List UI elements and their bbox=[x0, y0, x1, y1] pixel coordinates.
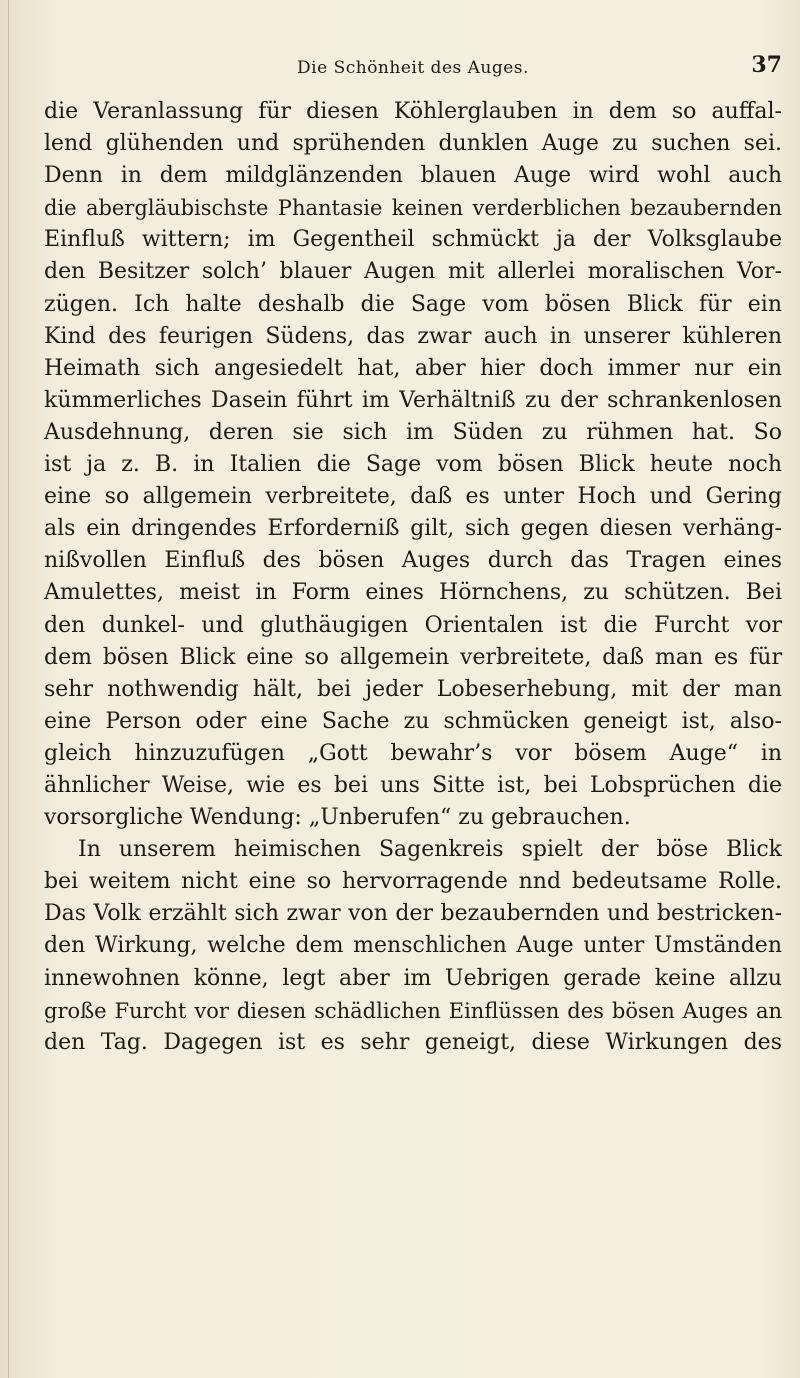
page-header bbox=[44, 52, 782, 86]
text-line: Ausdehnung, deren sie sich im Süden zu rühmen hat. So bbox=[44, 419, 782, 445]
text-line: Heimath sich angesiedelt hat, aber hier doch immer nur ein bbox=[44, 355, 782, 381]
text-line: den Tag. Dagegen ist es sehr geneigt, diese Wirkungen des bbox=[44, 1029, 782, 1055]
body-text bbox=[44, 96, 782, 1059]
text-line: ähnlicher Weise, wie es bei uns Sitte ist, bei Lobsprüchen die bbox=[44, 772, 782, 798]
text-line: die abergläubischste Phantasie keinen verderblichen bezaubernden bbox=[44, 196, 782, 221]
text-line: In unserem heimischen Sagenkreis spielt der böse Blick bbox=[78, 837, 782, 863]
text-line: eine so allgemein verbreitete, daß es unter Hoch und Gering bbox=[44, 484, 782, 510]
page-gutter-edge bbox=[8, 0, 9, 1378]
text-line: als ein dringendes Erforderniß gilt, sich gegen diesen verhäng- bbox=[44, 516, 782, 542]
text-line: lend glühenden und sprühenden dunklen Auge zu suchen sei. bbox=[44, 131, 782, 157]
text-line: den Wirkung, welche dem menschlichen Auge unter Umständen bbox=[44, 933, 782, 959]
text-line: Denn in dem mildglänzenden blauen Auge wird wohl auch bbox=[44, 163, 782, 189]
running-title: Die Schönheit des Auges. bbox=[297, 58, 529, 78]
text-line: Einfluß wittern; im Gegentheil schmückt ja der Volksglaube bbox=[44, 227, 782, 253]
text-line: eine Person oder eine Sache zu schmücken geneigt ist, also- bbox=[44, 708, 782, 734]
text-line: innewohnen könne, legt aber im Uebrigen gerade keine allzu bbox=[44, 965, 782, 991]
text-line: sehr nothwendig hält, bei jeder Lobeserhebung, mit der man bbox=[44, 676, 782, 702]
text-line: große Furcht vor diesen schädlichen Einflüssen des bösen Auges an bbox=[44, 998, 782, 1023]
text-line: dem bösen Blick eine so allgemein verbreitete, daß man es für bbox=[44, 644, 782, 670]
text-line: bei weitem nicht eine so hervorragende nnd bedeutsame Rolle. bbox=[44, 869, 782, 895]
text-line: vorsorgliche Wendung: „Unberufen“ zu gebrauchen. bbox=[44, 805, 631, 831]
text-line: Das Volk erzählt sich zwar von der bezaubernden und bestricken- bbox=[44, 901, 782, 927]
text-line: kümmerliches Dasein führt im Verhältniß zu der schrankenlosen bbox=[44, 387, 782, 413]
text-line: zügen. Ich halte deshalb die Sage vom bösen Blick für ein bbox=[44, 291, 782, 317]
page-number: 37 bbox=[751, 52, 782, 78]
text-line: ist ja z. B. in Italien die Sage vom bösen Blick heute noch bbox=[44, 452, 782, 478]
text-line: die Veranlassung für diesen Köhlerglauben in dem so auffal- bbox=[44, 99, 782, 124]
text-line: den dunkel- und gluthäugigen Orientalen ist die Furcht vor bbox=[44, 612, 782, 638]
text-line: den Besitzer solch’ blauer Augen mit allerlei moralischen Vor- bbox=[44, 259, 782, 285]
text-line: Kind des feurigen Südens, das zwar auch in unserer kühleren bbox=[44, 323, 782, 349]
text-line: Amulettes, meist in Form eines Hörnchens, zu schützen. Bei bbox=[44, 580, 782, 606]
text-line: gleich hinzuzufügen „Gott bewahr’s vor bösem Auge“ in bbox=[44, 740, 782, 766]
text-line: nißvollen Einfluß des bösen Auges durch das Tragen eines bbox=[44, 548, 782, 574]
